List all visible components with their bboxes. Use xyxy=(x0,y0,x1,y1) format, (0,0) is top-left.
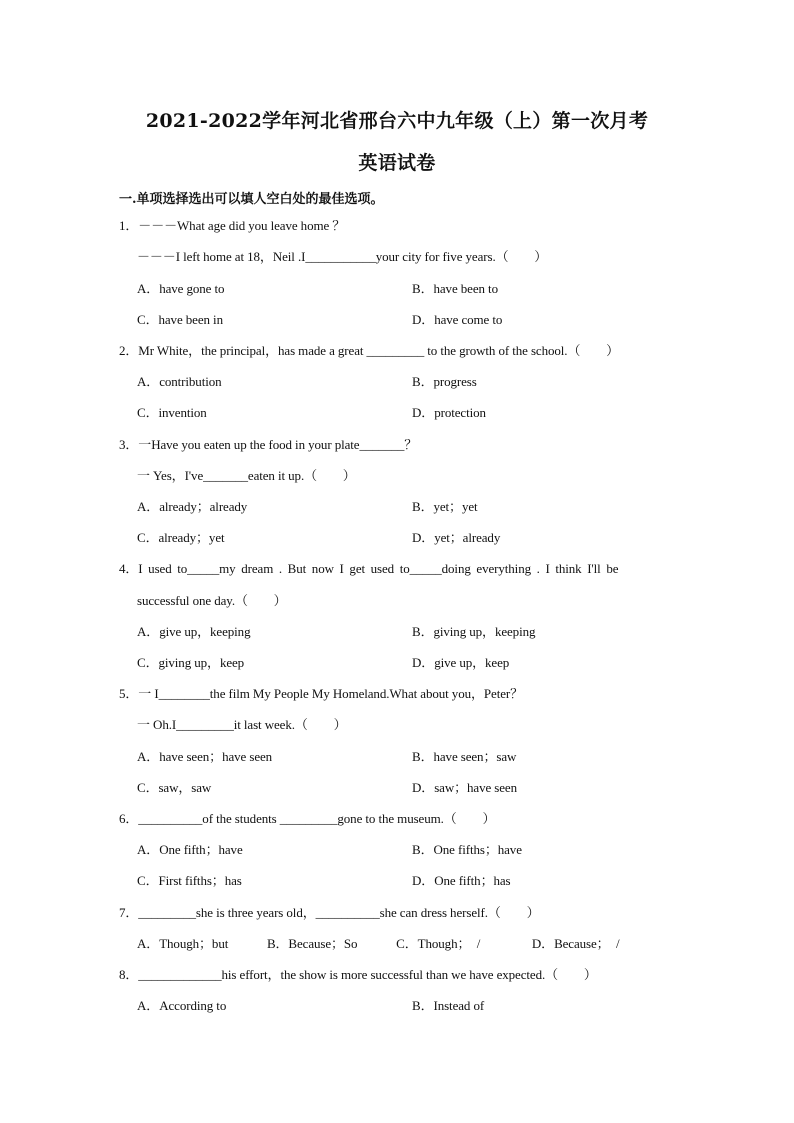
question-5-stem: 5．一 I________the film My People My Homeland.What about you，Peter？ xyxy=(119,686,524,701)
question-6-option-b: B．One fifths；have xyxy=(412,842,522,857)
question-4-option-a: A．give up，keeping xyxy=(137,624,251,639)
question-5-option-a: A．have seen；have seen xyxy=(137,749,273,764)
question-4-option-d: D．give up，keep xyxy=(412,655,510,670)
exam-title: 2021-2022学年河北省邢台六中九年级（上）第一次月考 xyxy=(145,110,649,132)
question-7-options: A．Though；but B．Because；So C．Though； / D．Because； / xyxy=(137,936,620,951)
question-5-option-c: C．saw，saw xyxy=(137,780,212,795)
question-1-option-a: A．have gone to xyxy=(137,281,225,296)
question-3-option-a: A．already；already xyxy=(137,499,248,514)
question-6-option-c: C．First fifths；has xyxy=(137,873,242,888)
question-1-option-b: B．have been to xyxy=(412,281,498,296)
exam-subtitle: 英语试卷 xyxy=(358,152,436,174)
question-6-option-a: A．One fifth；have xyxy=(137,842,243,857)
question-8-option-b: B．Instead of xyxy=(412,998,485,1013)
question-1-stem-line2: －－－I left home at 18，Neil .I___________your city for five years.（ ） xyxy=(137,249,548,264)
question-4-option-c: C．giving up，keep xyxy=(137,655,245,670)
question-5-option-b: B．have seen；saw xyxy=(412,749,517,764)
question-4-stem-line2: successful one day.（ ） xyxy=(137,593,287,608)
question-6-option-d: D．One fifth；has xyxy=(412,873,511,888)
question-5-option-d: D．saw；have seen xyxy=(412,780,517,795)
question-2-option-d: D．protection xyxy=(412,405,486,420)
question-8-option-a: A．According to xyxy=(137,998,227,1013)
question-1-stem: 1．－－－What age did you leave home ？ xyxy=(119,218,346,233)
question-3-stem-line2: 一 Yes，I've_______eaten it up.（ ） xyxy=(137,468,356,483)
question-1-option-d: D．have come to xyxy=(412,312,503,327)
question-5-stem-line2: 一 Oh.I_________it last week.（ ） xyxy=(137,717,347,732)
question-6-stem: 6．__________of the students _________gone to the museum.（ ） xyxy=(119,811,496,826)
question-3-stem: 3．一Have you eaten up the food in your plate_______？ xyxy=(119,437,418,452)
question-7-stem: 7．_________she is three years old，__________she can dress herself.（ ） xyxy=(119,905,540,920)
question-2-option-a: A．contribution xyxy=(137,374,222,389)
question-3-option-b: B．yet；yet xyxy=(412,499,478,514)
section-heading: 一.单项选择选出可以填人空白处的最佳选项。 xyxy=(119,192,384,207)
question-2-stem: 2．Mr White，the principal，has made a great _________ to the growth of the school.（ ） xyxy=(119,343,620,358)
question-1-option-c: C．have been in xyxy=(137,312,223,327)
question-4-stem: 4．I used to_____my dream . But now I get used to_____doing everything . I think I'll be xyxy=(119,561,619,576)
question-3-option-c: C．already；yet xyxy=(137,530,225,545)
question-2-option-c: C．invention xyxy=(137,405,207,420)
question-2-option-b: B．progress xyxy=(412,374,477,389)
question-3-option-d: D．yet；already xyxy=(412,530,501,545)
question-4-option-b: B．giving up，keeping xyxy=(412,624,536,639)
question-8-stem: 8．_____________his effort，the show is more successful than we have expected.（ ） xyxy=(119,967,597,982)
